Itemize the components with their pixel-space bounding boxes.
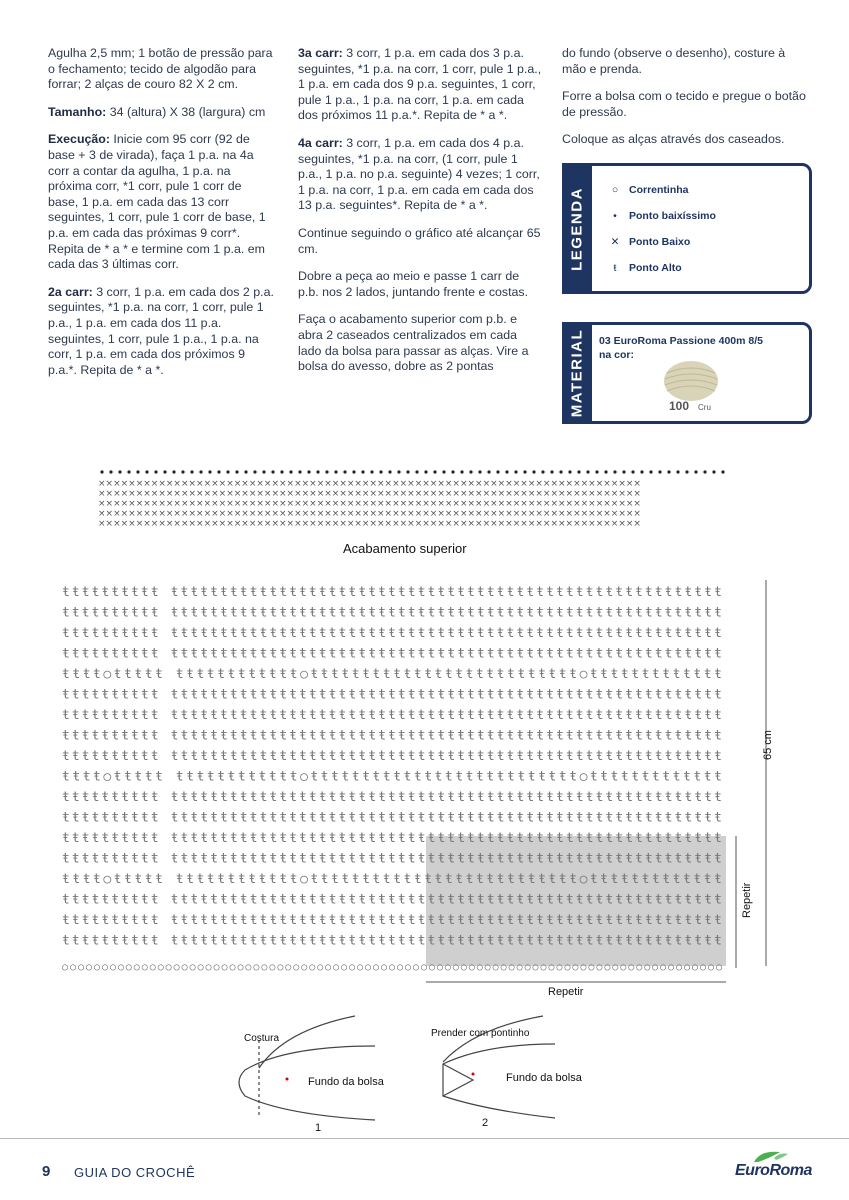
svg-text:ŧŧŧŧŧŧŧŧŧŧ ŧŧŧŧŧŧŧŧŧŧŧŧŧŧŧŧŧŧŧ: ŧŧŧŧŧŧŧŧŧŧ ŧŧŧŧŧŧŧŧŧŧŧŧŧŧŧŧŧŧŧŧŧŧŧŧŧŧŧŧŧŧŧŧŧŧŧŧŧŧŧŧŧŧŧŧŧŧŧŧŧŧŧŧŧŧŧŧ <box>62 646 723 662</box>
material-side-band <box>562 322 592 424</box>
fold-paragraph: Dobre a peça ao meio e passe 1 carr de p.b. nos 2 lados, juntando frente e costas. <box>298 269 529 299</box>
svg-text:ŧŧŧŧŧŧŧŧŧŧ ŧŧŧŧŧŧŧŧŧŧŧŧŧŧŧŧŧŧŧ: ŧŧŧŧŧŧŧŧŧŧ ŧŧŧŧŧŧŧŧŧŧŧŧŧŧŧŧŧŧŧŧŧŧŧŧŧŧŧŧŧŧŧŧŧŧŧŧŧŧŧŧŧŧŧŧŧŧŧŧŧŧŧŧŧŧŧŧ <box>62 790 723 805</box>
sew-paragraph: do fundo (observe o desenho), costure à mão e prenda. <box>562 46 786 76</box>
svg-text:ŧŧŧŧ○ŧŧŧŧŧ ŧŧŧŧŧŧŧŧŧŧŧŧ○ŧŧŧŧŧŧ: ŧŧŧŧ○ŧŧŧŧŧ ŧŧŧŧŧŧŧŧŧŧŧŧ○ŧŧŧŧŧŧŧŧŧŧŧŧŧŧŧŧŧŧŧŧŧŧŧŧŧŧ○ŧŧŧŧŧŧŧŧŧŧŧŧŧ <box>62 872 722 887</box>
fundo-label-1: Fundo da bolsa <box>308 1076 384 1088</box>
material-box <box>562 322 812 424</box>
svg-text:ŧŧŧŧŧŧŧŧŧŧ ŧŧŧŧŧŧŧŧŧŧŧŧŧŧŧŧŧŧŧ: ŧŧŧŧŧŧŧŧŧŧ ŧŧŧŧŧŧŧŧŧŧŧŧŧŧŧŧŧŧŧŧŧŧŧŧŧŧŧŧŧŧŧŧŧŧŧŧŧŧŧŧŧŧŧŧŧŧŧŧŧŧŧŧŧŧŧŧ <box>62 605 723 621</box>
svg-text:ŧŧŧŧŧŧŧŧŧŧ ŧŧŧŧŧŧŧŧŧŧŧŧŧŧŧŧŧŧŧ: ŧŧŧŧŧŧŧŧŧŧ ŧŧŧŧŧŧŧŧŧŧŧŧŧŧŧŧŧŧŧŧŧŧŧŧŧŧŧŧŧŧŧŧŧŧŧŧŧŧŧŧŧŧŧŧŧŧŧŧŧŧŧŧŧŧŧŧ <box>62 728 723 744</box>
handles-paragraph: Coloque as alças através dos caseados. <box>562 132 785 147</box>
row4-paragraph: 4a carr: 3 corr, 1 p.a. em cada dos 4 p.a. seguintes, *1 p.a. na corr, (1 corr, pule 1 p.a., 1 p.a. no p.a. seguinte) 4 vezes; 1 corr, 1 p.a. na corr, 1 p.a. em cada em cada dos 13 p.a. seguintes*. Repita de * a *. <box>298 135 540 213</box>
svg-text:××××××××××××××××××××××××××××××: ×××××××××××××××××××××××××××××××××××××××××××××××××××××××××××××××××××××××× <box>98 509 641 519</box>
svg-text:ŧŧŧŧŧŧŧŧŧŧ ŧŧŧŧŧŧŧŧŧŧŧŧŧŧŧŧŧŧŧ: ŧŧŧŧŧŧŧŧŧŧ ŧŧŧŧŧŧŧŧŧŧŧŧŧŧŧŧŧŧŧŧŧŧŧŧŧŧŧŧŧŧŧŧŧŧŧŧŧŧŧŧŧŧŧŧŧŧŧŧŧŧŧŧŧŧŧŧ <box>62 708 723 723</box>
text-column-1 <box>48 46 274 390</box>
svg-text:○○○○○○○○○○○○○○○○○○○○○○○○○○○○○○: ○○○○○○○○○○○○○○○○○○○○○○○○○○○○○○○○○○○○○○○○○○○○○○○○○○○○○○○○○○○○○○○○○○○○○○○○○○○○○○○○○○○ <box>62 962 723 973</box>
material-description: 03 EuroRoma Passione 400m 8/5 na cor: <box>599 335 763 361</box>
svg-text:ŧŧŧŧŧŧŧŧŧŧ ŧŧŧŧŧŧŧŧŧŧŧŧŧŧŧŧŧŧŧ: ŧŧŧŧŧŧŧŧŧŧ ŧŧŧŧŧŧŧŧŧŧŧŧŧŧŧŧŧŧŧŧŧŧŧŧŧŧŧŧŧŧŧŧŧŧŧŧŧŧŧŧŧŧŧŧŧŧŧŧŧŧŧŧŧŧŧŧ <box>62 851 723 867</box>
top-stitches <box>98 470 725 529</box>
color-name: Cru <box>698 403 711 412</box>
repeat-vertical-label: Repetir <box>741 882 753 918</box>
legend-item-single: ✕ Ponto Baixo <box>605 236 690 248</box>
svg-text:ŧŧŧŧŧŧŧŧŧŧ ŧŧŧŧŧŧŧŧŧŧŧŧŧŧŧŧŧŧŧ: ŧŧŧŧŧŧŧŧŧŧ ŧŧŧŧŧŧŧŧŧŧŧŧŧŧŧŧŧŧŧŧŧŧŧŧŧŧŧŧŧŧŧŧŧŧŧŧŧŧŧŧŧŧŧŧŧŧŧŧŧŧŧŧŧŧŧŧ <box>62 933 723 949</box>
svg-text:ŧŧŧŧŧŧŧŧŧŧ ŧŧŧŧŧŧŧŧŧŧŧŧŧŧŧŧŧŧŧ: ŧŧŧŧŧŧŧŧŧŧ ŧŧŧŧŧŧŧŧŧŧŧŧŧŧŧŧŧŧŧŧŧŧŧŧŧŧŧŧŧŧŧŧŧŧŧŧŧŧŧŧŧŧŧŧŧŧŧŧŧŧŧŧŧŧŧŧ <box>62 810 723 826</box>
svg-text:××××××××××××××××××××××××××××××: ×××××××××××××××××××××××××××××××××××××××××××××××××××××××××××××××××××××××× <box>98 479 641 489</box>
single-crochet-icon: ✕ <box>610 236 620 248</box>
svg-text:ŧŧŧŧŧŧŧŧŧŧ ŧŧŧŧŧŧŧŧŧŧŧŧŧŧŧŧŧŧŧ: ŧŧŧŧŧŧŧŧŧŧ ŧŧŧŧŧŧŧŧŧŧŧŧŧŧŧŧŧŧŧŧŧŧŧŧŧŧŧŧŧŧŧŧŧŧŧŧŧŧŧŧŧŧŧŧŧŧŧŧŧŧŧŧŧŧŧŧ <box>62 913 723 928</box>
chart-stitches <box>62 585 722 973</box>
finish-paragraph: Faça o acabamento superior com p.b. e abra 2 caseados centralizados em cada lado da bolsa para passar as alças. Vire a bolsa do avesso, dobre as 2 pontas <box>298 312 529 374</box>
lining-paragraph: Forre a bolsa com o tecido e pregue o botão de pressão. <box>562 89 806 119</box>
figure-2-number: 2 <box>482 1117 489 1129</box>
double-crochet-icon: ŧ <box>613 262 617 274</box>
svg-text:ŧŧŧŧ○ŧŧŧŧŧ ŧŧŧŧŧŧŧŧŧŧŧŧ○ŧŧŧŧŧŧ: ŧŧŧŧ○ŧŧŧŧŧ ŧŧŧŧŧŧŧŧŧŧŧŧ○ŧŧŧŧŧŧŧŧŧŧŧŧŧŧŧŧŧŧŧŧŧŧŧŧŧŧ○ŧŧŧŧŧŧŧŧŧŧŧŧŧ <box>62 769 722 785</box>
fold-1-marker <box>286 1078 289 1081</box>
footer-divider <box>0 1138 849 1139</box>
fold-figure-1 <box>239 1016 375 1120</box>
legend-item-double: ŧ Ponto Alto <box>605 262 682 274</box>
main-crochet-chart <box>60 578 800 998</box>
continue-paragraph: Continue seguindo o gráfico até alcançar 65 cm. <box>298 225 541 256</box>
guide-title: GUIA DO CROCHÊ <box>74 1165 196 1180</box>
svg-text:××××××××××××××××××××××××××××××: ×××××××××××××××××××××××××××××××××××××××××××××××××××××××××××××××××××××××× <box>98 519 641 529</box>
text-column-3 <box>562 46 812 160</box>
figure-1-number: 1 <box>315 1122 322 1134</box>
legend-item-slip: • Ponto baixíssimo <box>605 210 716 222</box>
top-finishing-chart <box>96 466 736 536</box>
page-number: 9 <box>42 1163 51 1180</box>
material-title: MATERIAL <box>568 328 586 418</box>
text-column-2 <box>298 46 542 387</box>
materials-paragraph: Agulha 2,5 mm; 1 botão de pressão para o fechamento; tecido de algodão para forrar; 2 alças de couro 82 X 2 cm. <box>48 46 273 92</box>
fundo-label-2: Fundo da bolsa <box>506 1072 582 1084</box>
legend-title: LEGENDA <box>568 186 586 271</box>
legend-side-band <box>562 163 592 294</box>
svg-text:ŧŧŧŧŧŧŧŧŧŧ ŧŧŧŧŧŧŧŧŧŧŧŧŧŧŧŧŧŧŧ: ŧŧŧŧŧŧŧŧŧŧ ŧŧŧŧŧŧŧŧŧŧŧŧŧŧŧŧŧŧŧŧŧŧŧŧŧŧŧŧŧŧŧŧŧŧŧŧŧŧŧŧŧŧŧŧŧŧŧŧŧŧŧŧŧŧŧŧ <box>62 585 723 600</box>
legend-box <box>562 163 812 294</box>
fold-2-marker <box>472 1073 475 1076</box>
row2-paragraph: 2a carr: 3 corr, 1 p.a. em cada dos 2 p.a. seguintes, *1 p.a. na corr, 1 corr, pule 1 p.a., 1 p.a. em cada dos 11 p.a. seguintes, 1 corr, pule 1 p.a., 1 p.a. na corr, 1 p.a. em cada dos próximos 9 p.a.*. Repita de * a *. <box>48 284 274 377</box>
svg-text:ŧŧŧŧŧŧŧŧŧŧ ŧŧŧŧŧŧŧŧŧŧŧŧŧŧŧŧŧŧŧ: ŧŧŧŧŧŧŧŧŧŧ ŧŧŧŧŧŧŧŧŧŧŧŧŧŧŧŧŧŧŧŧŧŧŧŧŧŧŧŧŧŧŧŧŧŧŧŧŧŧŧŧŧŧŧŧŧŧŧŧŧŧŧŧŧŧŧŧ <box>62 749 723 764</box>
color-code: 100 <box>669 399 690 413</box>
repeat-horizontal-label: Repetir <box>548 986 584 998</box>
svg-text:ŧŧŧŧŧŧŧŧŧŧ ŧŧŧŧŧŧŧŧŧŧŧŧŧŧŧŧŧŧŧ: ŧŧŧŧŧŧŧŧŧŧ ŧŧŧŧŧŧŧŧŧŧŧŧŧŧŧŧŧŧŧŧŧŧŧŧŧŧŧŧŧŧŧŧŧŧŧŧŧŧŧŧŧŧŧŧŧŧŧŧŧŧŧŧŧŧŧŧ <box>62 892 723 908</box>
size-paragraph: Tamanho: 34 (altura) X 38 (largura) cm <box>48 104 266 119</box>
height-label: 65 cm <box>762 730 774 760</box>
chain-icon: ○ <box>611 184 619 196</box>
prender-label: Prender com pontinho <box>431 1028 530 1039</box>
row3-paragraph: 3a carr: 3 corr, 1 p.a. em cada dos 3 p.a. seguintes, *1 p.a. na corr, 1 corr, pule 1 p.a., 1 p.a. em cada dos 9 p.a. seguintes, 1 corr, pule 1 p.a., 1 p.a. na corr, 1 p.a. em cada dos próximos 11 p.a.*. Repita de * a *. <box>298 46 542 123</box>
execution-paragraph: Execução: Inicie com 95 corr (92 de base + 3 de virada), faça 1 p.a. na 4a corr a contar da agulha, 1 p.a. na próxima corr, *1 corr, pule 1 corr de base, 1 p.a. em cada das 13 corr seguintes, 1 corr, pule 1 corr de base, 1 p.a. em cada das próximas 9 corr*. Repita de * a * e termine com 1 p.a. em cada das 3 últimas corr. <box>48 132 266 272</box>
yarn-ball-icon <box>661 359 721 403</box>
svg-text:××××××××××××××××××××××××××××××: ×××××××××××××××××××××××××××××××××××××××××××××××××××××××××××××××××××××××× <box>98 499 641 509</box>
svg-text:ŧŧŧŧŧŧŧŧŧŧ ŧŧŧŧŧŧŧŧŧŧŧŧŧŧŧŧŧŧŧ: ŧŧŧŧŧŧŧŧŧŧ ŧŧŧŧŧŧŧŧŧŧŧŧŧŧŧŧŧŧŧŧŧŧŧŧŧŧŧŧŧŧŧŧŧŧŧŧŧŧŧŧŧŧŧŧŧŧŧŧŧŧŧŧŧŧŧŧ <box>62 687 723 703</box>
costura-label: Costura <box>244 1033 280 1044</box>
svg-text:ŧŧŧŧŧŧŧŧŧŧ ŧŧŧŧŧŧŧŧŧŧŧŧŧŧŧŧŧŧŧ: ŧŧŧŧŧŧŧŧŧŧ ŧŧŧŧŧŧŧŧŧŧŧŧŧŧŧŧŧŧŧŧŧŧŧŧŧŧŧŧŧŧŧŧŧŧŧŧŧŧŧŧŧŧŧŧŧŧŧŧŧŧŧŧŧŧŧŧ <box>62 626 723 641</box>
svg-text:ŧŧŧŧ○ŧŧŧŧŧ ŧŧŧŧŧŧŧŧŧŧŧŧ○ŧŧŧŧŧŧ: ŧŧŧŧ○ŧŧŧŧŧ ŧŧŧŧŧŧŧŧŧŧŧŧ○ŧŧŧŧŧŧŧŧŧŧŧŧŧŧŧŧŧŧŧŧŧŧŧŧŧŧ○ŧŧŧŧŧŧŧŧŧŧŧŧŧ <box>62 667 722 682</box>
legend-item-chain: ○ Correntinha <box>605 184 689 196</box>
brand-logo: EuroRoma <box>735 1162 812 1179</box>
top-finishing-caption: Acabamento superior <box>343 541 467 556</box>
slip-stitch-icon: • <box>613 210 617 222</box>
svg-text:ŧŧŧŧŧŧŧŧŧŧ ŧŧŧŧŧŧŧŧŧŧŧŧŧŧŧŧŧŧŧ: ŧŧŧŧŧŧŧŧŧŧ ŧŧŧŧŧŧŧŧŧŧŧŧŧŧŧŧŧŧŧŧŧŧŧŧŧŧŧŧŧŧŧŧŧŧŧŧŧŧŧŧŧŧŧŧŧŧŧŧŧŧŧŧŧŧŧŧ <box>62 831 723 846</box>
svg-text:××××××××××××××××××××××××××××××: ×××××××××××××××××××××××××××××××××××××××××××××××××××××××××××××××××××××××× <box>98 489 641 499</box>
